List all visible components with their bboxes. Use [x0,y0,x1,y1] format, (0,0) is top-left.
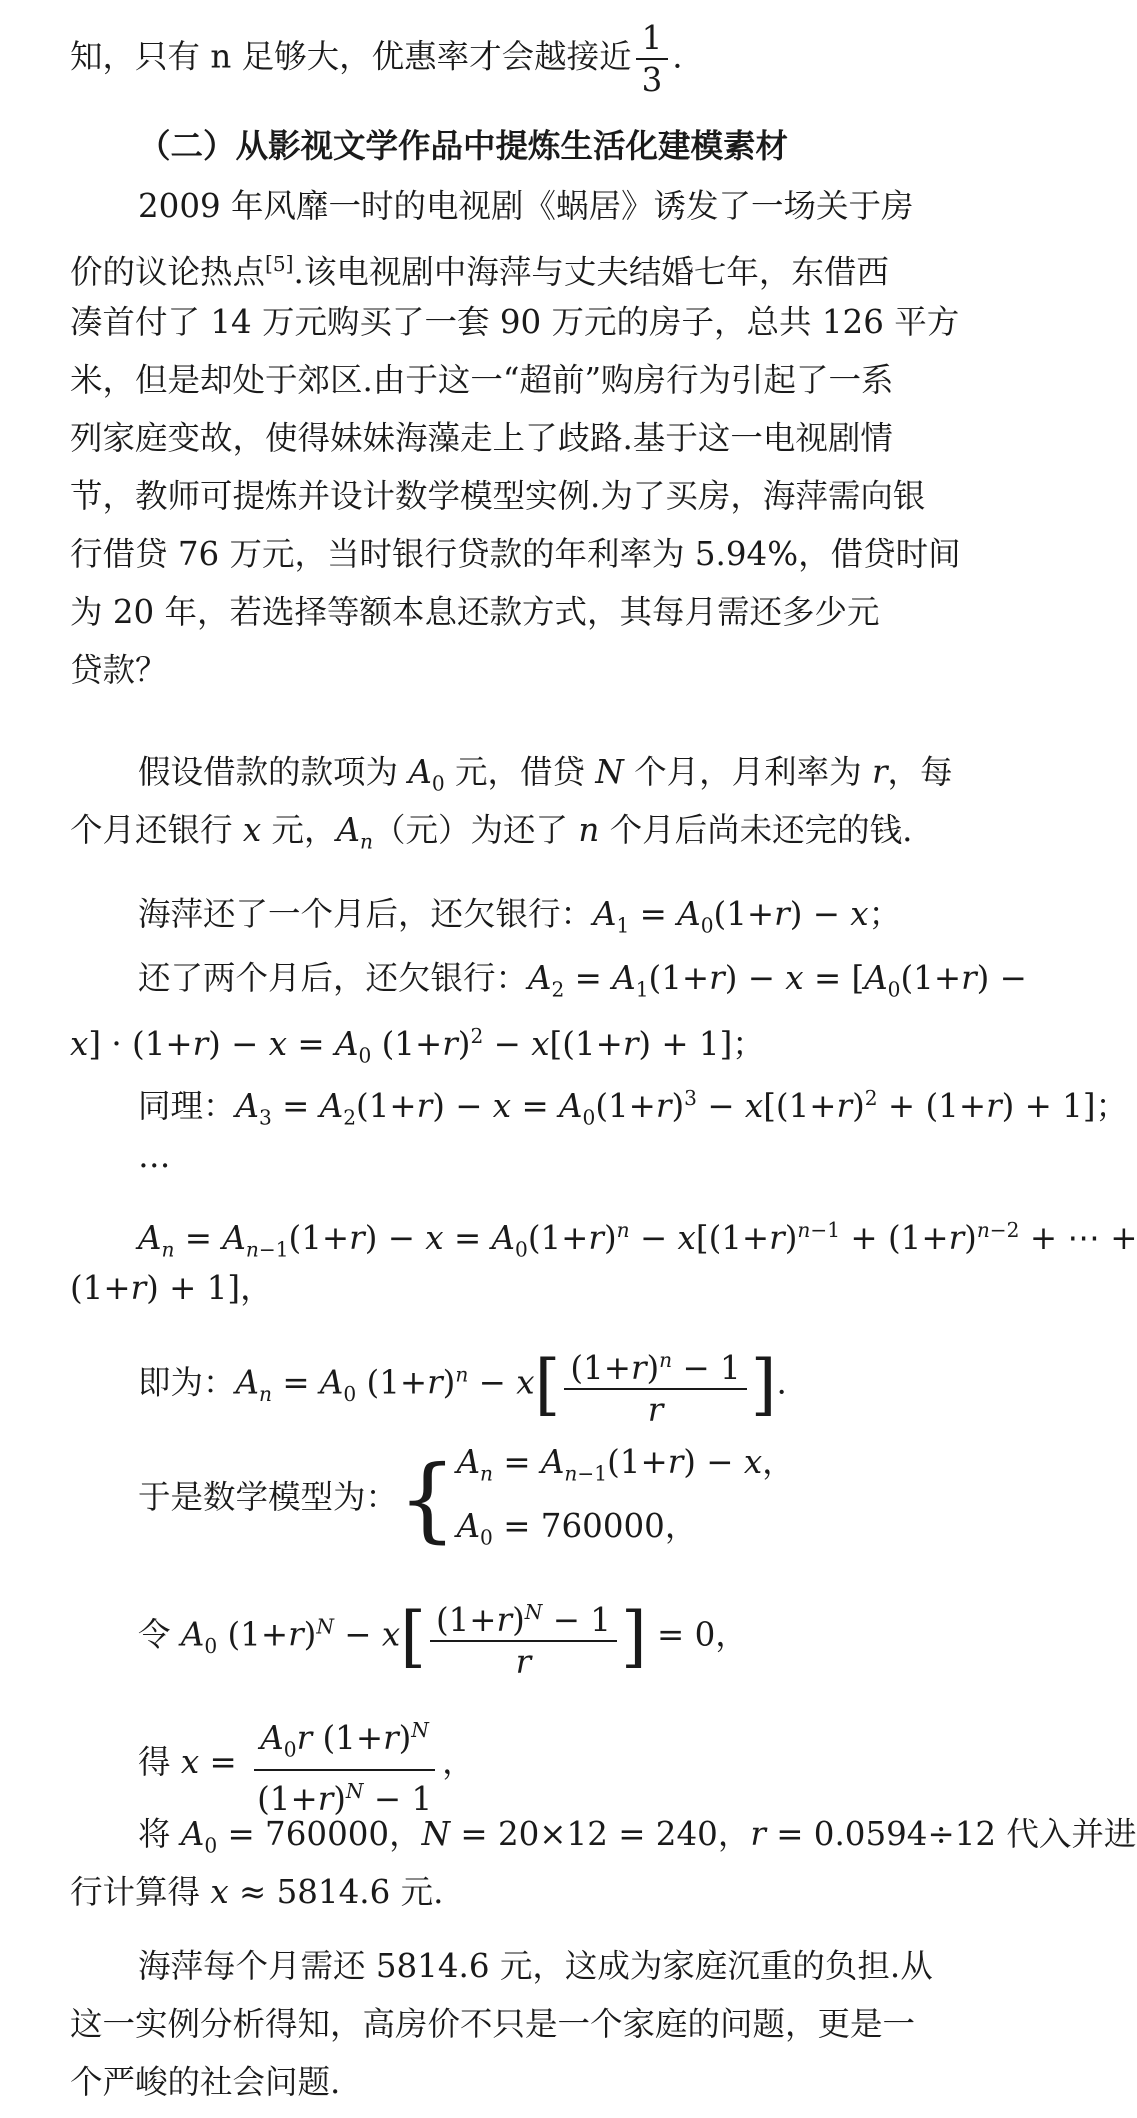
paragraph-line: 这一实例分析得知，高房价不只是一个家庭的问题，更是一 [70,2005,916,2043]
text-segment: 海萍还了一个月后，还欠银行： [138,895,594,933]
paragraph-line: 行借贷 76 万元，当时银行贷款的年利率为 5.94%，借贷时间 [70,535,961,573]
ellipsis: … [138,1137,171,1175]
fraction [636,18,669,100]
cases: $A_n = A_{n-1}(1+r) - x$， $A_0 = 760000$， [456,1443,795,1549]
equation-line: 令 $A_0$ $(1+r)^N - x$[ $\frac{(1+r)^N - 1}{r}$ ] = 0， [138,1592,748,1682]
text-segment: 假设借款的款项为 [138,753,409,791]
equation-line: 得 x = $\frac{A_0r (1+r)^N}{(1+r)^N - 1}$ ， [138,1710,475,1819]
text-line: 知，只有 n 足够大，优惠率才会越接近 $\frac{1}{3}$ . [70,19,683,99]
fraction-denominator: 3 [641,61,663,99]
text-segment: 得 [138,1743,181,1782]
text-segment: 价的议论热点 [70,252,266,291]
equation-line: (1+r) + 1]， [70,1269,273,1307]
text-segment: 行计算得 [70,1873,211,1911]
equation-line: 同理：$A_3 = A_2(1+r) - x = A_0(1+r)^3 - x[(1+r)^2 + (1+r) + 1]$； [138,1086,1129,1130]
equation-line: $x] \cdot (1+r) - x = A_0$ $(1+r)^2 - x[(1+r) + 1]$； [70,1024,765,1068]
paragraph-line: 个月还银行 x 元，$A_n$（元）为还了 n 个月后尚未还完的钱. [70,811,913,854]
citation-ref: [5] [265,252,294,276]
equation-system: 于是数学模型为：{ $A_n = A_{n-1}(1+r) - x$， $A_0 = 760000$， [138,1436,795,1563]
text-segment: 个月，月利率为 [623,753,872,791]
paragraph-line: 凑首付了 14 万元购买了一套 90 万元的房子，总共 126 平方 [70,303,960,341]
paragraph-line: 贷款？ [70,651,168,689]
text-segment: = 760000， [217,1815,422,1853]
text-segment: 760000 [540,1506,665,1545]
paragraph-line: 节，教师可提炼并设计数学模型实例.为了买房，海萍需向银 [70,477,926,515]
text-segment: 知，只有 n 足够大，优惠率才会越接近 [70,37,632,76]
paragraph-line [70,240,889,296]
equation-line: 海萍还了一个月后，还欠银行：$A_1 = A_0(1+r) - x$； [138,895,902,938]
text-segment: 个月后尚未还完的钱. [599,811,913,849]
text-segment: 同理： [138,1086,236,1125]
fraction: $\frac{(1+r)^N - 1}{r}$ [430,1592,617,1682]
paragraph-line: 列家庭变故，使得妹妹海藻走上了歧路.基于这一电视剧情 [70,419,893,457]
text-segment: = 20×12 = 240， [450,1815,751,1853]
fraction: $\frac{(1+r)^n - 1}{r}$ [564,1340,746,1430]
text-segment: 于是数学模型为： [138,1478,399,1516]
paragraph-line: 为 20 年，若选择等额本息还款方式，其每月需还多少元 [70,593,880,631]
text-segment: 将 [138,1815,181,1853]
text-segment: 还了两个月后，还欠银行： [138,959,529,997]
text-segment: .该电视剧中海萍与丈夫结婚七年，东借西 [293,252,889,291]
text-segment: 令 [138,1615,181,1654]
text-segment: ，每 [887,753,953,791]
paragraph-line: 个严峻的社会问题. [70,2063,341,2101]
paragraph-line: 将 $A_0 = 760000$，N = 20×12 = 240，r = 0.0594÷12 代入并进 [138,1815,1137,1858]
text-segment: 元， [261,811,337,849]
equation-line: 即为：$A_n = A_0$ $(1+r)^n - x$[ $\frac{(1+r)^n - 1}{r}$ ]. [138,1340,787,1430]
paragraph-line: 米，但是却处于郊区.由于这一“超前”购房行为引起了一系 [70,361,894,399]
equation-line: 还了两个月后，还欠银行：$A_2 = A_1(1+r) - x = [A_0(1+r)$ − [138,959,1027,1002]
text-segment: 即为： [138,1363,236,1402]
text-segment: = 0.0594÷12 代入并进 [765,1815,1137,1853]
paragraph-line: 海萍每个月需还 5814.6 元，这成为家庭沉重的负担.从 [138,1947,933,1985]
text-segment: （元）为还了 [373,811,579,849]
fraction-numerator: 1 [636,18,669,60]
text-segment: 元，借贷 [444,753,596,791]
paragraph-line: 2009 年风靡一时的电视剧《蜗居》诱发了一场关于房 [138,187,914,225]
text-segment: ≈ 5814.6 元. [228,1873,444,1911]
paragraph-line: 假设借款的款项为 $A_0$ 元，借贷 N 个月，月利率为 r，每 [138,753,953,796]
equation-line: $A_n = A_{n-1}(1+r) - x = A_0(1+r)^n - x[(1+r)^{n-1} + (1+r)^{n-2}$ + ⋯ + [138,1218,1137,1262]
section-heading: （二）从影视文学作品中提炼生活化建模素材 [138,126,789,165]
text-segment: 个月还银行 [70,811,243,849]
fraction: $\frac{A_0r (1+r)^N}{(1+r)^N - 1}$ [251,1710,438,1819]
paragraph-line: 行计算得 x ≈ 5814.6 元. [70,1873,444,1911]
